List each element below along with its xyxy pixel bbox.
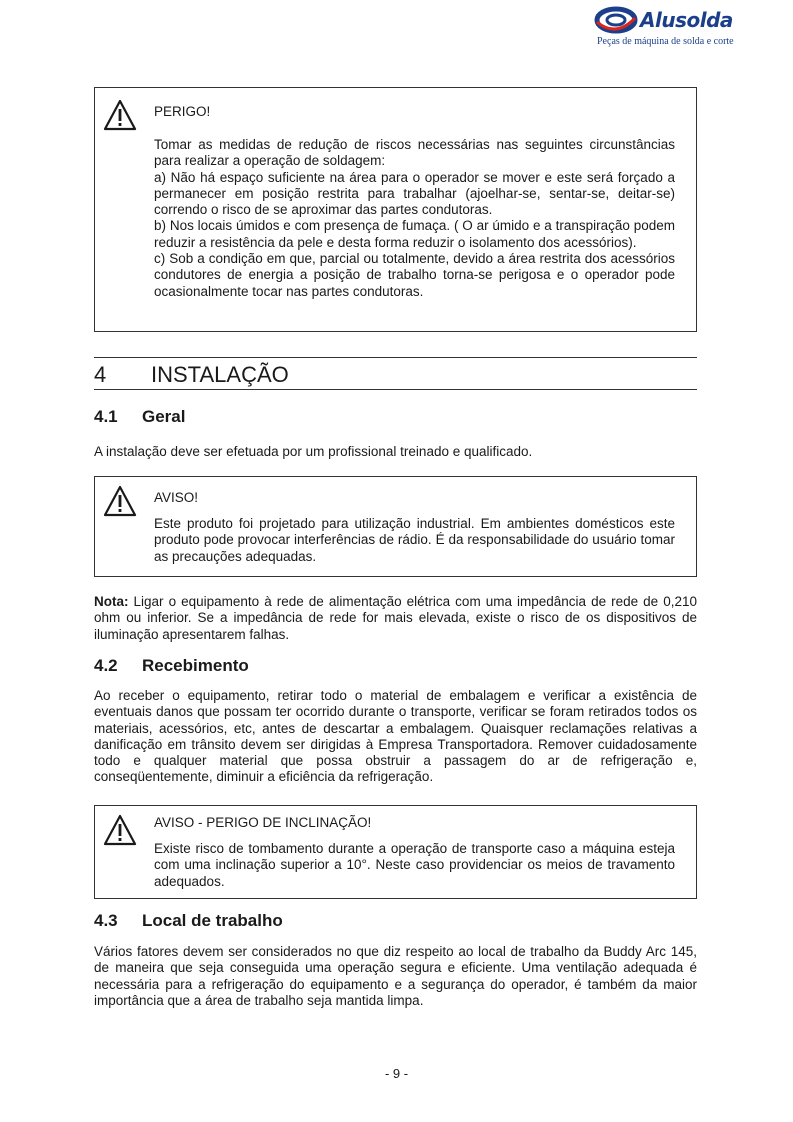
warning-box-aviso <box>94 476 697 577</box>
chapter-title: INSTALAÇÃO <box>151 362 289 387</box>
section-heading-recebimento <box>94 656 249 676</box>
geral-paragraph: A instalação deve ser efetuada por um profissional treinado e qualificado. <box>94 444 533 459</box>
logo-swirl-icon <box>594 4 638 36</box>
danger-box-body <box>154 137 675 300</box>
chapter-number: 4 <box>94 362 107 387</box>
note-paragraph <box>94 594 697 643</box>
section-number: 4.2 <box>94 656 118 675</box>
danger-item-b: b) Nos locais úmidos e com presença de fumaça. ( O ar úmido e a transpiração podem reduzir a resistência da pele e desta forma reduzir o isolamento dos acessórios). <box>154 218 675 250</box>
brand-tagline: Peças de máquina de solda e corte <box>597 36 734 47</box>
recebimento-paragraph: Ao receber o equipamento, retirar todo o material de embalagem e verificar a existência de eventuais danos que possam ter ocorrido durante o transporte, verificar se foram retirados todos os materiais, acessórios, etc, antes de descartar a embalagem. Quaisquer reclamações relativas a danificação em trânsito devem ser dirigidas à Empresa Transportadora. Remover cuidadosamente todo e qualquer material que possa obstruir a passagem do ar de refrigeração e, conseqüentemente, diminuir a eficiência da refrigeração. <box>94 688 697 785</box>
warning-triangle-icon <box>102 98 138 132</box>
danger-item-a: a) Não há espaço suficiente na área para o operador se mover e este será forçado a permanecer em posição restrita para trabalhar (ajoelhar-se, sentar-se, deitar-se) correndo o risco de se aproximar das partes condutoras. <box>154 169 675 218</box>
warning-box-title: AVISO - PERIGO DE INCLINAÇÃO! <box>154 815 372 830</box>
warning-box-text: Este produto foi projetado para utilização industrial. Em ambientes domésticos este produto pode provocar interferências de rádio. É da responsabilidade do usuário tomar as precauções adequadas. <box>154 516 675 564</box>
warning-box-body <box>154 516 675 565</box>
danger-item-c: c) Sob a condição em que, parcial ou totalmente, devido a área restrita dos acessórios condutores de energia a posição de trabalho torna-se perigosa e o operador pode ocasionalmente tocar nas partes condutoras. <box>154 251 675 299</box>
section-title: Local de trabalho <box>142 911 283 930</box>
page-number: - 9 - <box>384 1066 409 1081</box>
local-paragraph: Vários fatores devem ser considerados no que diz respeito ao local de trabalho da Buddy Arc 145, de maneira que seja conseguida uma operação segura e eficiente. Uma ventilação adequada é necessária para a refrigeração do equipamento e a segurança do operador, é também da maior importância que a área de trabalho seja mantida limpa. <box>94 944 697 1008</box>
danger-box-intro: Tomar as medidas de redução de riscos necessárias nas seguintes circunstâncias para realizar a operação de soldagem: <box>154 137 675 169</box>
warning-box-title: AVISO! <box>154 490 199 505</box>
note-label: Nota: <box>94 594 129 609</box>
danger-box <box>94 87 697 332</box>
brand-logo <box>594 4 744 48</box>
warning-box-body <box>154 841 675 890</box>
warning-triangle-icon <box>102 484 138 518</box>
chapter-rule-top <box>94 357 697 358</box>
section-title: Recebimento <box>142 656 249 675</box>
warning-triangle-icon <box>102 813 138 847</box>
section-title: Geral <box>142 407 186 426</box>
danger-box-title: PERIGO! <box>154 104 211 119</box>
section-heading-local <box>94 911 283 931</box>
warning-box-text: Existe risco de tombamento durante a operação de transporte caso a máquina esteja com uma inclinação superior a 10°. Neste caso providenciar os meios de travamento adequados. <box>154 841 675 889</box>
brand-name: Alusolda <box>640 8 733 32</box>
section-heading-geral <box>94 407 185 427</box>
chapter-rule-bottom <box>94 389 697 390</box>
section-number: 4.3 <box>94 911 118 930</box>
warning-box-inclinacao <box>94 805 697 899</box>
section-number: 4.1 <box>94 407 118 426</box>
note-text: Ligar o equipamento à rede de alimentação elétrica com uma impedância de rede de 0,210 ohm ou inferior. Se a impedância de rede for mais elevada, existe o risco de os dispositivos de iluminação apresentarem falhas. <box>94 594 697 642</box>
